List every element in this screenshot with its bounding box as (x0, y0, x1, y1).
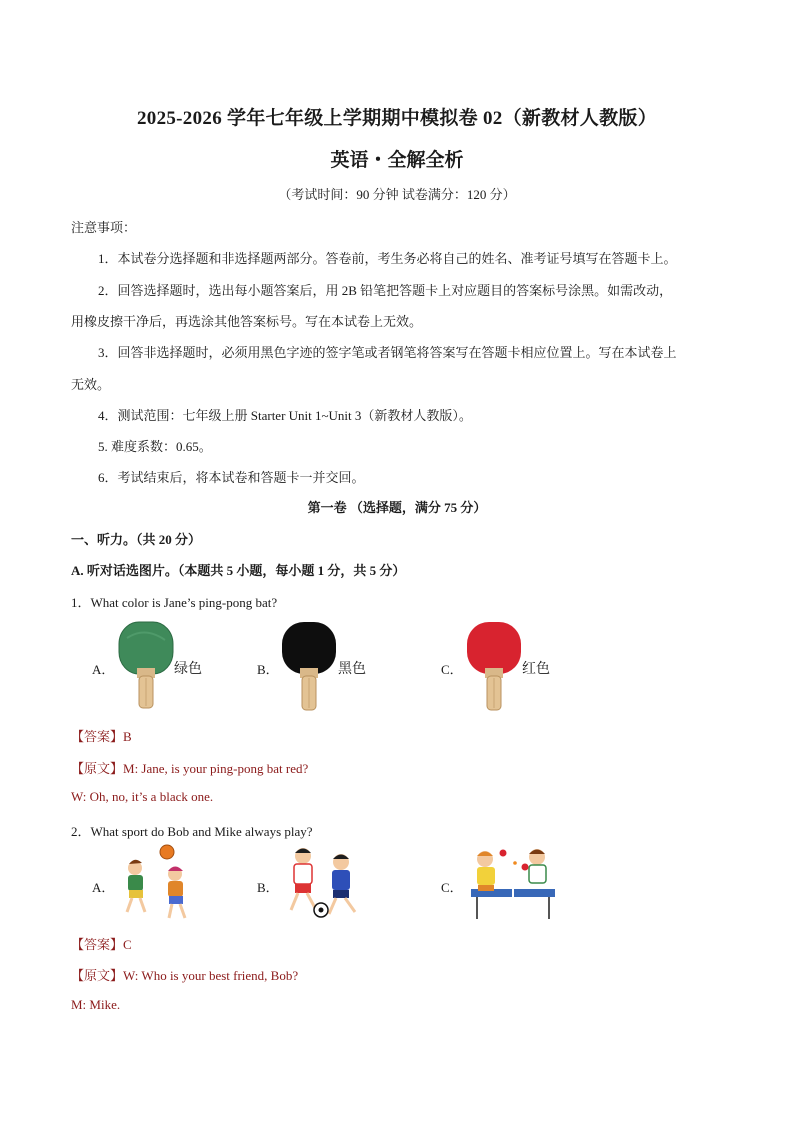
exam-time: （考试时间：90 分钟 试卷满分：120 分） (278, 187, 516, 202)
green-paddle-image (117, 618, 175, 712)
red-paddle-image (465, 620, 523, 714)
script-line-2: W: Oh, no, it’s a black one. (71, 789, 214, 804)
note-item: 5. 难度系数：0.65。 (98, 439, 212, 454)
option-c-letter: C． (441, 880, 463, 895)
notes-heading: 注意事项： (71, 220, 137, 235)
option-a-letter: A． (92, 662, 115, 677)
note-item: 1．本试卷分选择题和非选择题两部分。答卷前，考生务必将自己的姓名、准考证号填写在答题卡上。 (98, 251, 677, 266)
note-item: 3．回答非选择题时，必须用黑色字迹的签字笔或者钢笔将答案写在答题卡相应位置上。写在本试卷上 (98, 345, 677, 360)
basketball-players-image (117, 842, 199, 924)
option-a-label: 绿色 (174, 661, 202, 677)
script-text: M: Jane, is your ping-pong bat red? (123, 761, 309, 776)
note-item: 6．考试结束后，将本试卷和答题卡一并交回。 (98, 470, 365, 485)
option-b-letter: B． (257, 662, 279, 677)
note-item: 无效。 (71, 377, 111, 392)
option-b-label: 黑色 (338, 661, 366, 677)
ping-pong-players-image (465, 845, 561, 923)
black-paddle-image (280, 620, 338, 714)
option-a-letter: A． (92, 880, 115, 895)
question-2: 2．What sport do Bob and Mike always play? (71, 824, 313, 839)
page-subtitle: 英语・全解全析 (330, 150, 464, 171)
script-tag: 【原文】 (71, 761, 124, 776)
answer-line-2 (71, 934, 132, 953)
option-c-label: 红色 (522, 661, 550, 677)
option-b-letter: B． (257, 880, 279, 895)
script-line-1 (71, 965, 298, 984)
answer-tag: 【答案】 (71, 937, 124, 952)
script-line-1 (71, 758, 308, 777)
section-heading: 一、听力。（共 20 分） (71, 532, 202, 547)
script-line-2: M: Mike. (71, 997, 121, 1012)
answer-value: C (123, 937, 132, 952)
question-1: 1．What color is Jane’s ping-pong bat? (71, 595, 278, 610)
soccer-players-image (283, 844, 365, 924)
answer-line-1 (71, 726, 132, 745)
part-heading: 第一卷 （选择题，满分 75 分） (307, 500, 487, 515)
subsection-heading: A. 听对话选图片。（本题共 5 小题，每小题 1 分，共 5 分） (71, 563, 406, 578)
note-item: 2．回答选择题时，选出每小题答案后，用 2B 铅笔把答题卡上对应题目的答案标号涂黑。如需改动， (98, 283, 673, 298)
page-title: 2025-2026 学年七年级上学期期中模拟卷 02（新教材人教版） (136, 108, 658, 129)
answer-value: B (123, 729, 132, 744)
note-item: 4．测试范围：七年级上册 Starter Unit 1~Unit 3（新教材人教版）。 (98, 408, 472, 423)
script-tag: 【原文】 (71, 968, 124, 983)
note-item: 用橡皮擦干净后，再选涂其他答案标号。写在本试卷上无效。 (71, 314, 423, 329)
option-c-letter: C． (441, 662, 463, 677)
answer-tag: 【答案】 (71, 729, 124, 744)
script-text: W: Who is your best friend, Bob? (123, 968, 299, 983)
